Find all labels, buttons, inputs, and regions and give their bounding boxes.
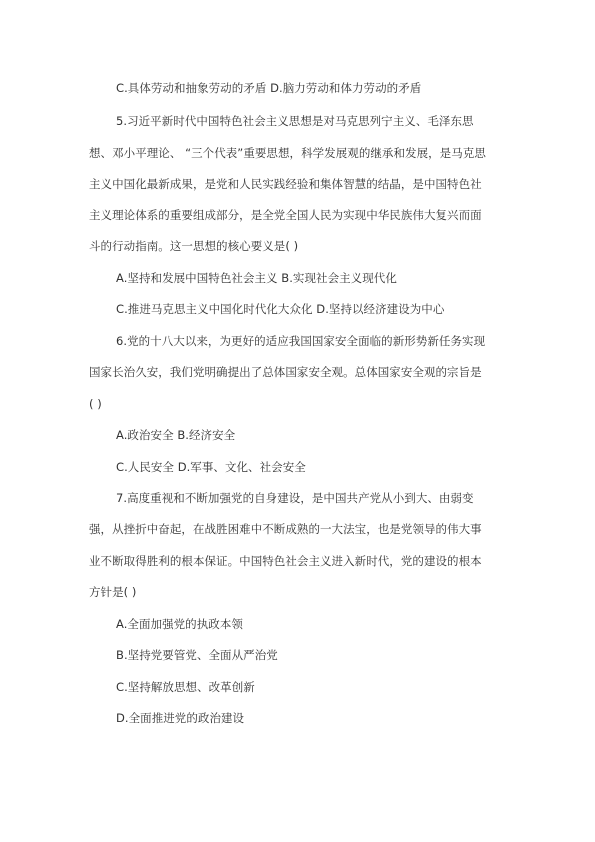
q7-stem-line-3: 业不断取得胜利的根本保证。中国特色社会主义进入新时代，党的建设的根本 xyxy=(89,554,482,568)
q5-option-ab: A.坚持和发展中国特色社会主义 B.实现社会主义现代化 xyxy=(116,271,397,285)
q5-stem-line-1: 5.习近平新时代中国特色社会主义思想是对马克思列宁主义、毛泽东思 xyxy=(116,114,474,128)
q7-option-b: B.坚持党要管党、全面从严治党 xyxy=(116,648,278,662)
q6-stem-line-2: 国家长治久安，我们党明确提出了总体国家安全观。总体国家安全观的宗旨是 xyxy=(89,365,482,379)
q6-stem-line-3: ( ) xyxy=(89,397,102,411)
q5-stem-line-4: 主义理论体系的重要组成部分，是全党全国人民为实现中华民族伟大复兴而面 xyxy=(89,208,482,222)
q7-stem-line-1: 7.高度重视和不断加强党的自身建设，是中国共产党从小到大、由弱变 xyxy=(116,491,474,505)
q5-stem-line-5: 斗的行动指南。这一思想的核心要义是( ) xyxy=(89,239,299,253)
q7-option-d: D.全面推进党的政治建设 xyxy=(116,711,245,725)
q5-option-cd: C.推进马克思主义中国化时代化大众化 D.坚持以经济建设为中心 xyxy=(116,302,445,316)
q6-stem-line-1: 6.党的十八大以来，为更好的适应我国国家安全面临的新形势新任务实现 xyxy=(116,334,486,348)
q5-stem-line-3: 主义中国化最新成果，是党和人民实践经验和集体智慧的结晶，是中国特色社 xyxy=(89,177,482,191)
q7-stem-line-2: 强，从挫折中奋起，在战胜困难中不断成熟的一大法宝，也是党领导的伟大事 xyxy=(89,522,482,536)
q6-option-ab: A.政治安全 B.经济安全 xyxy=(116,428,236,442)
q4-option-cd: C.具体劳动和抽象劳动的矛盾 D.脑力劳动和体力劳动的矛盾 xyxy=(116,81,422,95)
q5-stem-line-2: 想、邓小平理论、 “三个代表”重要思想，科学发展观的继承和发展，是马克思 xyxy=(89,146,486,160)
q7-stem-line-4: 方针是( ) xyxy=(89,585,137,599)
q6-option-cd: C.人民安全 D.军事、文化、社会安全 xyxy=(116,460,306,474)
q7-option-c: C.坚持解放思想、改革创新 xyxy=(116,680,255,694)
q7-option-a: A.全面加强党的执政本领 xyxy=(116,617,243,631)
